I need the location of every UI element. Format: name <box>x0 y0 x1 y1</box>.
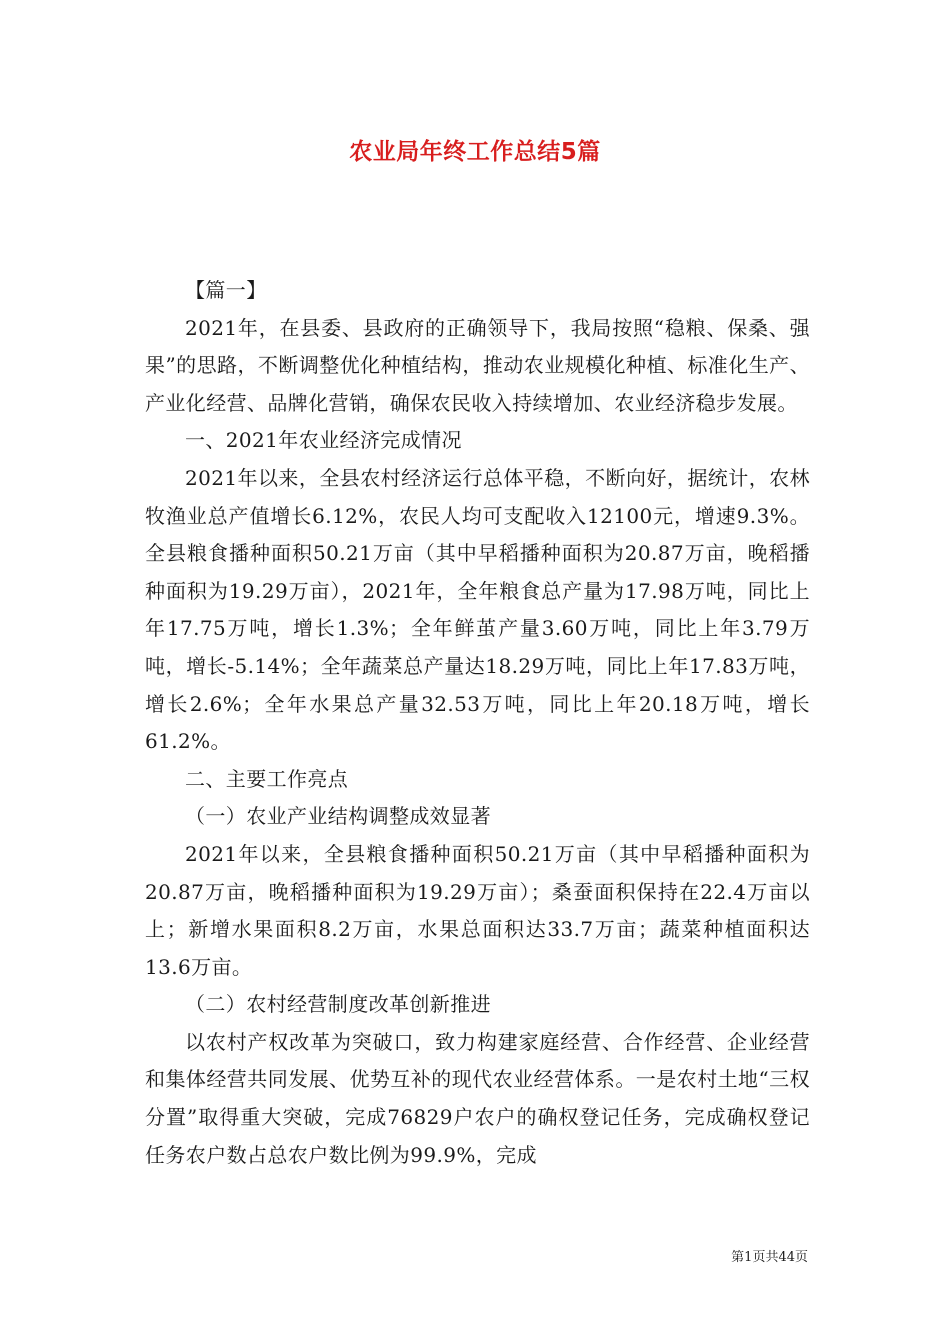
body-paragraph: 2021年以来，全县农村经济运行总体平稳，不断向好，据统计，农林牧渔业总产值增长6.12%，农民人均可支配收入12100元，增速9.3%。全县粮食播种面积50.21万亩（其中早稻播种面积为20.87万亩，晚稻播种面积为19.29万亩），2021年，全年粮食总产量为17.98万吨，同比上年17.75万吨，增长1.3%；全年鲜茧产量3.60万吨，同比上年3.79万吨，增长-5.14%；全年蔬菜总产量达18.29万吨，同比上年17.83万吨，增长2.6%；全年水果总产量32.53万吨，同比上年20.18万吨，增长61.2%。 <box>145 465 810 754</box>
body-paragraph: 2021年以来，全县粮食播种面积50.21万亩（其中早稻播种面积为20.87万亩，晚稻播种面积为19.29万亩）；桑蚕面积保持在22.4万亩以上；新增水果面积8.2万亩，水果总面积达33.7万亩；蔬菜种植面积达13.6万亩。 <box>145 841 810 979</box>
body-paragraph: 以农村产权改革为突破口，致力构建家庭经营、合作经营、企业经营和集体经营共同发展、优势互补的现代农业经营体系。一是农村土地“三权分置”取得重大突破，完成76829户农户的确权登记任务，完成确权登记任务农户数占总农户数比例为99.9%，完成 <box>145 1029 810 1167</box>
section-heading: 一、2021年农业经济完成情况 <box>185 428 462 453</box>
subsection-heading: （二）农村经营制度改革创新推进 <box>185 992 491 1017</box>
section-heading: 二、主要工作亮点 <box>185 766 349 791</box>
subsection-heading: （一）农业产业结构调整成效显著 <box>185 804 491 829</box>
body-paragraph: 2021年，在县委、县政府的正确领导下，我局按照“稳粮、保桑、强果”的思路，不断调整优化种植结构，推动农业规模化种植、标准化生产、产业化经营、品牌化营销，确保农民收入持续增加、农业经济稳步发展。 <box>145 315 810 415</box>
document-title: 农业局年终工作总结5篇 <box>349 139 601 165</box>
page-number-footer: 第1页共44页 <box>731 1250 808 1265</box>
document-body <box>145 272 810 1174</box>
section-label: 【篇一】 <box>185 278 267 302</box>
